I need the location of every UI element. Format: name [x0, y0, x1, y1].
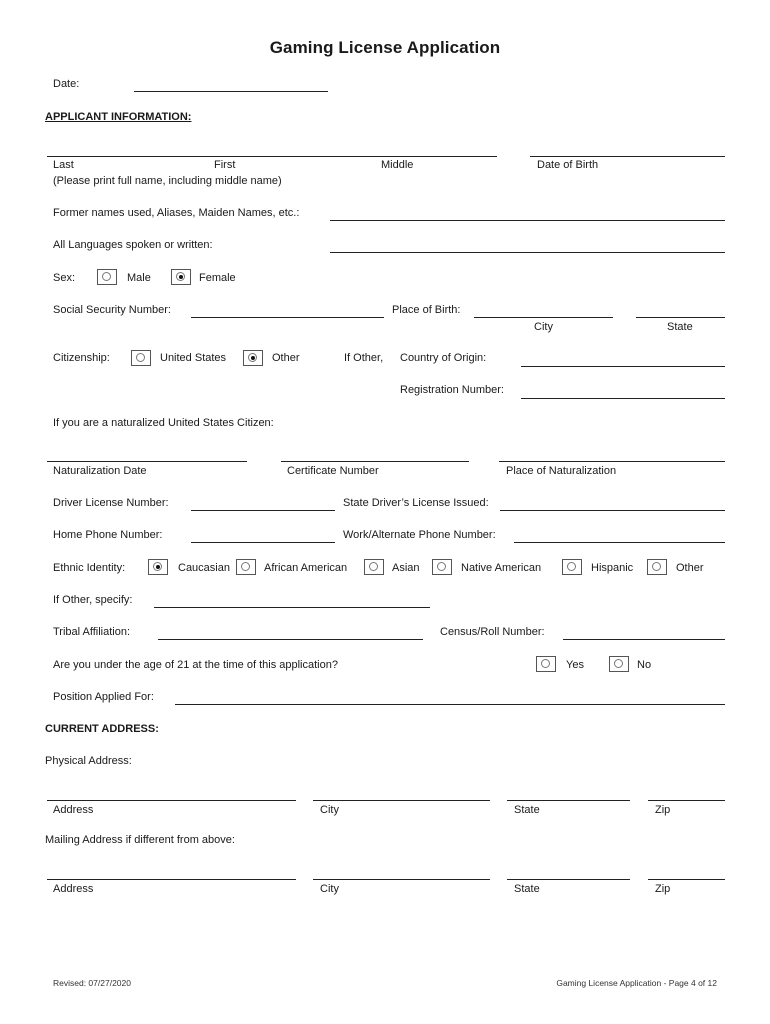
ethnic-other-label: Other: [676, 562, 704, 574]
citizenship-us-radio[interactable]: [131, 350, 151, 366]
applicant-info-heading: APPLICANT INFORMATION:: [45, 111, 192, 123]
ssn-field[interactable]: [191, 317, 384, 318]
first-name-label: First: [214, 159, 236, 171]
physical-state-field[interactable]: [507, 800, 630, 801]
mailing-zip-label: Zip: [655, 883, 671, 895]
registration-field[interactable]: [521, 398, 725, 399]
radio-circle-icon: [136, 353, 145, 362]
radio-circle-icon: [248, 353, 257, 362]
ethnic-other-radio[interactable]: [647, 559, 667, 575]
ethnic-african-radio[interactable]: [236, 559, 256, 575]
under21-yes-radio[interactable]: [536, 656, 556, 672]
position-label: Position Applied For:: [53, 691, 154, 703]
work-phone-field[interactable]: [514, 542, 725, 543]
mailing-street-label: Address: [53, 883, 94, 895]
sex-male-radio[interactable]: [97, 269, 117, 285]
nat-place-label: Place of Naturalization: [506, 465, 617, 477]
radio-circle-icon: [241, 562, 250, 571]
physical-city-field[interactable]: [313, 800, 490, 801]
birth-state-field[interactable]: [636, 317, 725, 318]
country-origin-label: Country of Origin:: [400, 352, 487, 364]
mailing-state-field[interactable]: [507, 879, 630, 880]
nat-date-field[interactable]: [47, 461, 247, 462]
name-note: (Please print full name, including middle name): [53, 175, 282, 187]
ethnic-native-radio[interactable]: [432, 559, 452, 575]
home-phone-field[interactable]: [191, 542, 335, 543]
under21-label: Are you under the age of 21 at the time of this application?: [53, 659, 338, 671]
radio-circle-icon: [369, 562, 378, 571]
physical-zip-label: Zip: [655, 804, 671, 816]
last-name-label: Last: [53, 159, 74, 171]
if-other-specify-label: If Other, specify:: [53, 594, 133, 606]
mailing-city-label: City: [320, 883, 339, 895]
under21-yes-label: Yes: [566, 659, 584, 671]
ethnic-caucasian-label: Caucasian: [178, 562, 230, 574]
under21-no-label: No: [637, 659, 652, 671]
physical-city-label: City: [320, 804, 339, 816]
ethnic-caucasian-radio[interactable]: [148, 559, 168, 575]
languages-label: All Languages spoken or written:: [53, 239, 213, 251]
birth-city-field[interactable]: [474, 317, 613, 318]
driver-license-label: Driver License Number:: [53, 497, 169, 509]
ethnic-african-label: African American: [264, 562, 348, 574]
census-field[interactable]: [563, 639, 725, 640]
date-field[interactable]: [134, 91, 328, 92]
ethnic-native-label: Native American: [461, 562, 542, 574]
page-title: Gaming License Application: [269, 38, 501, 57]
country-origin-field[interactable]: [521, 366, 725, 367]
citizenship-other-radio[interactable]: [243, 350, 263, 366]
home-phone-label: Home Phone Number:: [53, 529, 163, 541]
mailing-address-label: Mailing Address if different from above:: [45, 834, 235, 846]
radio-circle-icon: [176, 272, 185, 281]
work-phone-label: Work/Alternate Phone Number:: [343, 529, 496, 541]
dob-label: Date of Birth: [537, 159, 599, 171]
languages-field[interactable]: [330, 252, 725, 253]
radio-circle-icon: [567, 562, 576, 571]
former-names-label: Former names used, Aliases, Maiden Names, etc.:: [53, 207, 300, 219]
if-other-label: If Other,: [344, 352, 384, 364]
tribal-label: Tribal Affiliation:: [53, 626, 131, 638]
citizenship-label: Citizenship:: [53, 352, 110, 364]
position-field[interactable]: [175, 704, 725, 705]
sex-female-radio[interactable]: [171, 269, 191, 285]
birth-city-label: City: [534, 321, 553, 333]
former-names-field[interactable]: [330, 220, 725, 221]
ethnic-asian-radio[interactable]: [364, 559, 384, 575]
mailing-city-field[interactable]: [313, 879, 490, 880]
radio-circle-icon: [437, 562, 446, 571]
physical-street-field[interactable]: [47, 800, 296, 801]
birth-state-label: State: [667, 321, 693, 333]
if-other-specify-field[interactable]: [154, 607, 430, 608]
current-address-heading: CURRENT ADDRESS:: [45, 723, 159, 735]
sex-female-label: Female: [199, 272, 236, 284]
ethnic-label: Ethnic Identity:: [53, 562, 126, 574]
radio-circle-icon: [102, 272, 111, 281]
mailing-zip-field[interactable]: [648, 879, 725, 880]
census-label: Census/Roll Number:: [440, 626, 545, 638]
under21-no-radio[interactable]: [609, 656, 629, 672]
cert-number-field[interactable]: [281, 461, 469, 462]
nat-date-label: Naturalization Date: [53, 465, 147, 477]
nat-place-field[interactable]: [499, 461, 725, 462]
ethnic-hispanic-label: Hispanic: [591, 562, 634, 574]
tribal-field[interactable]: [158, 639, 423, 640]
page-number: Gaming License Application - Page 4 of 12: [556, 978, 717, 988]
driver-license-field[interactable]: [191, 510, 335, 511]
ssn-label: Social Security Number:: [53, 304, 171, 316]
cert-number-label: Certificate Number: [287, 465, 379, 477]
physical-zip-field[interactable]: [648, 800, 725, 801]
sex-male-label: Male: [127, 272, 151, 284]
birth-place-label: Place of Birth:: [392, 304, 461, 316]
physical-state-label: State: [514, 804, 540, 816]
sex-label: Sex:: [53, 272, 76, 284]
dl-state-label: State Driver’s License Issued:: [343, 497, 489, 509]
citizenship-other-label: Other: [272, 352, 300, 364]
dl-state-field[interactable]: [500, 510, 725, 511]
date-label: Date:: [53, 78, 80, 90]
middle-name-label: Middle: [381, 159, 414, 171]
full-name-field[interactable]: [47, 156, 497, 157]
physical-address-label: Physical Address:: [45, 755, 132, 767]
naturalized-label: If you are a naturalized United States Citizen:: [53, 417, 274, 429]
dob-field[interactable]: [530, 156, 725, 157]
registration-label: Registration Number:: [400, 384, 504, 396]
radio-circle-icon: [153, 562, 162, 571]
mailing-street-field[interactable]: [47, 879, 296, 880]
ethnic-asian-label: Asian: [392, 562, 420, 574]
revised-date: Revised: 07/27/2020: [53, 978, 131, 988]
radio-circle-icon: [614, 659, 623, 668]
citizenship-us-label: United States: [160, 352, 227, 364]
mailing-state-label: State: [514, 883, 540, 895]
radio-circle-icon: [541, 659, 550, 668]
physical-street-label: Address: [53, 804, 94, 816]
ethnic-hispanic-radio[interactable]: [562, 559, 582, 575]
radio-circle-icon: [652, 562, 661, 571]
